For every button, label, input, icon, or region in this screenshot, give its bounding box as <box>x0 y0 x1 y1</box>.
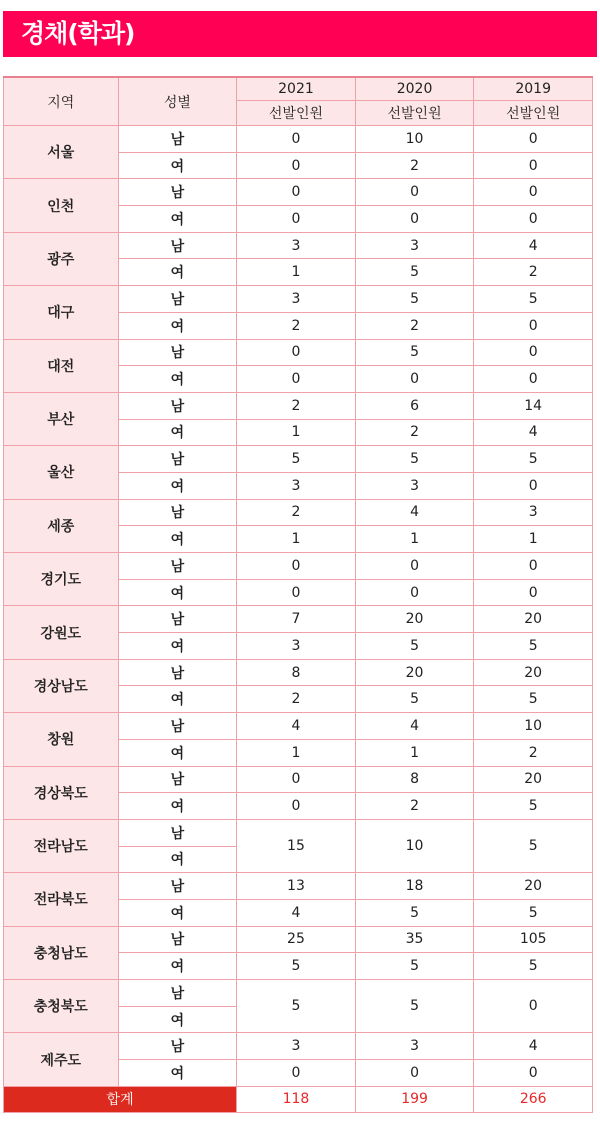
gender-female: 여 <box>118 152 237 179</box>
count-cell: 0 <box>474 980 593 1033</box>
region-name: 서울 <box>4 126 119 179</box>
count-cell: 5 <box>355 259 474 286</box>
count-cell: 2 <box>355 152 474 179</box>
count-cell: 5 <box>355 339 474 366</box>
count-cell: 7 <box>237 606 356 633</box>
gender-male: 남 <box>118 126 237 153</box>
count-cell: 35 <box>355 926 474 953</box>
gender-female: 여 <box>118 633 237 660</box>
count-cell: 5 <box>355 286 474 313</box>
count-cell: 0 <box>237 339 356 366</box>
count-cell: 0 <box>237 179 356 206</box>
count-cell: 20 <box>474 873 593 900</box>
count-cell: 10 <box>355 819 474 872</box>
region-name: 전라남도 <box>4 819 119 872</box>
gender-female: 여 <box>118 312 237 339</box>
count-cell: 18 <box>355 873 474 900</box>
count-cell: 0 <box>237 366 356 393</box>
region-name: 세종 <box>4 499 119 552</box>
count-cell: 1 <box>237 259 356 286</box>
count-cell: 0 <box>474 1060 593 1087</box>
count-cell: 0 <box>474 312 593 339</box>
gender-female: 여 <box>118 739 237 766</box>
count-cell: 5 <box>237 980 356 1033</box>
gender-female: 여 <box>118 899 237 926</box>
count-cell: 0 <box>237 766 356 793</box>
count-cell: 20 <box>474 766 593 793</box>
gender-male: 남 <box>118 446 237 473</box>
count-cell: 5 <box>474 793 593 820</box>
count-cell: 1 <box>237 419 356 446</box>
count-cell: 4 <box>237 899 356 926</box>
count-cell: 2 <box>237 686 356 713</box>
count-cell: 5 <box>355 633 474 660</box>
gender-male: 남 <box>118 766 237 793</box>
gender-female: 여 <box>118 686 237 713</box>
count-cell: 5 <box>474 633 593 660</box>
gender-female: 여 <box>118 1060 237 1087</box>
count-cell: 2 <box>355 793 474 820</box>
gender-female: 여 <box>118 419 237 446</box>
count-cell: 2 <box>355 419 474 446</box>
region-name: 경상남도 <box>4 659 119 712</box>
count-cell: 0 <box>237 1060 356 1087</box>
gender-male: 남 <box>118 713 237 740</box>
count-cell: 5 <box>355 953 474 980</box>
count-cell: 20 <box>355 659 474 686</box>
count-cell: 5 <box>474 899 593 926</box>
table-row <box>4 126 593 153</box>
header-year-2021: 2021 <box>237 77 356 101</box>
region-name: 부산 <box>4 392 119 445</box>
count-cell: 0 <box>355 553 474 580</box>
table-row <box>4 553 593 580</box>
count-cell: 4 <box>355 713 474 740</box>
count-cell: 5 <box>355 980 474 1033</box>
table-row <box>4 926 593 953</box>
table-row <box>4 606 593 633</box>
count-cell: 4 <box>474 1033 593 1060</box>
count-cell: 2 <box>237 499 356 526</box>
count-cell: 2 <box>237 312 356 339</box>
total-label: 합계 <box>4 1086 237 1112</box>
count-cell: 20 <box>474 606 593 633</box>
gender-female: 여 <box>118 206 237 233</box>
gender-male: 남 <box>118 179 237 206</box>
count-cell: 0 <box>474 206 593 233</box>
count-cell: 20 <box>474 659 593 686</box>
count-cell: 5 <box>237 446 356 473</box>
count-cell: 5 <box>355 899 474 926</box>
count-cell: 15 <box>237 819 356 872</box>
region-name: 강원도 <box>4 606 119 659</box>
recruitment-table <box>3 76 593 1113</box>
count-cell: 3 <box>237 472 356 499</box>
table-row <box>4 392 593 419</box>
count-cell: 0 <box>474 126 593 153</box>
region-name: 제주도 <box>4 1033 119 1086</box>
count-cell: 8 <box>355 766 474 793</box>
table-row <box>4 713 593 740</box>
table-row <box>4 499 593 526</box>
gender-male: 남 <box>118 392 237 419</box>
region-name: 울산 <box>4 446 119 499</box>
count-cell: 5 <box>355 446 474 473</box>
count-cell: 2 <box>355 312 474 339</box>
count-cell: 0 <box>355 1060 474 1087</box>
count-cell: 0 <box>237 152 356 179</box>
count-cell: 5 <box>474 819 593 872</box>
region-name: 경기도 <box>4 553 119 606</box>
count-cell: 10 <box>474 713 593 740</box>
table-row <box>4 179 593 206</box>
gender-female: 여 <box>118 846 237 873</box>
gender-female: 여 <box>118 472 237 499</box>
table-row <box>4 339 593 366</box>
count-cell: 0 <box>474 152 593 179</box>
gender-female: 여 <box>118 526 237 553</box>
region-name: 전라북도 <box>4 873 119 926</box>
count-cell: 3 <box>355 1033 474 1060</box>
region-name: 창원 <box>4 713 119 766</box>
count-cell: 1 <box>355 526 474 553</box>
gender-male: 남 <box>118 553 237 580</box>
count-cell: 20 <box>355 606 474 633</box>
count-cell: 0 <box>237 793 356 820</box>
count-cell: 0 <box>474 553 593 580</box>
gender-female: 여 <box>118 259 237 286</box>
region-name: 충청북도 <box>4 980 119 1033</box>
count-cell: 3 <box>355 472 474 499</box>
count-cell: 13 <box>237 873 356 900</box>
gender-female: 여 <box>118 579 237 606</box>
count-cell: 0 <box>237 553 356 580</box>
region-name: 충청남도 <box>4 926 119 979</box>
gender-male: 남 <box>118 499 237 526</box>
count-cell: 0 <box>474 472 593 499</box>
total-2021: 118 <box>237 1086 356 1112</box>
header-gender: 성별 <box>118 77 237 126</box>
page-title: 경채(학과) <box>21 19 135 48</box>
count-cell: 4 <box>355 499 474 526</box>
region-name: 대구 <box>4 286 119 339</box>
table-row <box>4 980 593 1007</box>
table-row <box>4 819 593 846</box>
count-cell: 5 <box>474 286 593 313</box>
gender-male: 남 <box>118 339 237 366</box>
count-cell: 0 <box>237 579 356 606</box>
count-cell: 3 <box>237 1033 356 1060</box>
header-region: 지역 <box>4 77 119 126</box>
gender-male: 남 <box>118 926 237 953</box>
count-cell: 4 <box>237 713 356 740</box>
count-cell: 14 <box>474 392 593 419</box>
gender-male: 남 <box>118 873 237 900</box>
gender-male: 남 <box>118 659 237 686</box>
table-row <box>4 873 593 900</box>
total-2020: 199 <box>355 1086 474 1112</box>
gender-male: 남 <box>118 980 237 1007</box>
gender-female: 여 <box>118 793 237 820</box>
count-cell: 0 <box>355 579 474 606</box>
gender-male: 남 <box>118 1033 237 1060</box>
region-name: 인천 <box>4 179 119 232</box>
count-cell: 2 <box>237 392 356 419</box>
header-sub-label: 선발인원 <box>237 101 356 126</box>
count-cell: 0 <box>237 126 356 153</box>
header-year-2019: 2019 <box>474 77 593 101</box>
count-cell: 4 <box>474 419 593 446</box>
count-cell: 25 <box>237 926 356 953</box>
count-cell: 1 <box>237 739 356 766</box>
region-name: 광주 <box>4 232 119 285</box>
count-cell: 1 <box>474 526 593 553</box>
count-cell: 1 <box>355 739 474 766</box>
count-cell: 2 <box>474 259 593 286</box>
count-cell: 3 <box>237 232 356 259</box>
table-row <box>4 286 593 313</box>
count-cell: 0 <box>355 206 474 233</box>
gender-female: 여 <box>118 366 237 393</box>
count-cell: 3 <box>237 286 356 313</box>
gender-male: 남 <box>118 606 237 633</box>
header-sub-label: 선발인원 <box>474 101 593 126</box>
count-cell: 3 <box>474 499 593 526</box>
count-cell: 0 <box>474 339 593 366</box>
count-cell: 5 <box>474 953 593 980</box>
table-row <box>4 232 593 259</box>
count-cell: 5 <box>474 686 593 713</box>
header-sub-label: 선발인원 <box>355 101 474 126</box>
count-cell: 5 <box>237 953 356 980</box>
count-cell: 10 <box>355 126 474 153</box>
region-name: 경상북도 <box>4 766 119 819</box>
count-cell: 2 <box>474 739 593 766</box>
count-cell: 105 <box>474 926 593 953</box>
count-cell: 1 <box>237 526 356 553</box>
gender-female: 여 <box>118 953 237 980</box>
region-name: 대전 <box>4 339 119 392</box>
table-row <box>4 659 593 686</box>
count-cell: 5 <box>474 446 593 473</box>
count-cell: 0 <box>355 179 474 206</box>
count-cell: 0 <box>474 579 593 606</box>
count-cell: 0 <box>474 179 593 206</box>
table-row <box>4 446 593 473</box>
gender-male: 남 <box>118 232 237 259</box>
count-cell: 8 <box>237 659 356 686</box>
count-cell: 5 <box>355 686 474 713</box>
count-cell: 0 <box>355 366 474 393</box>
total-2019: 266 <box>474 1086 593 1112</box>
count-cell: 3 <box>355 232 474 259</box>
count-cell: 0 <box>474 366 593 393</box>
count-cell: 6 <box>355 392 474 419</box>
count-cell: 4 <box>474 232 593 259</box>
gender-female: 여 <box>118 1006 237 1033</box>
title-banner <box>3 11 597 57</box>
count-cell: 3 <box>237 633 356 660</box>
gender-male: 남 <box>118 286 237 313</box>
count-cell: 0 <box>237 206 356 233</box>
table-row <box>4 1033 593 1060</box>
header-year-2020: 2020 <box>355 77 474 101</box>
table-row <box>4 766 593 793</box>
gender-male: 남 <box>118 819 237 846</box>
